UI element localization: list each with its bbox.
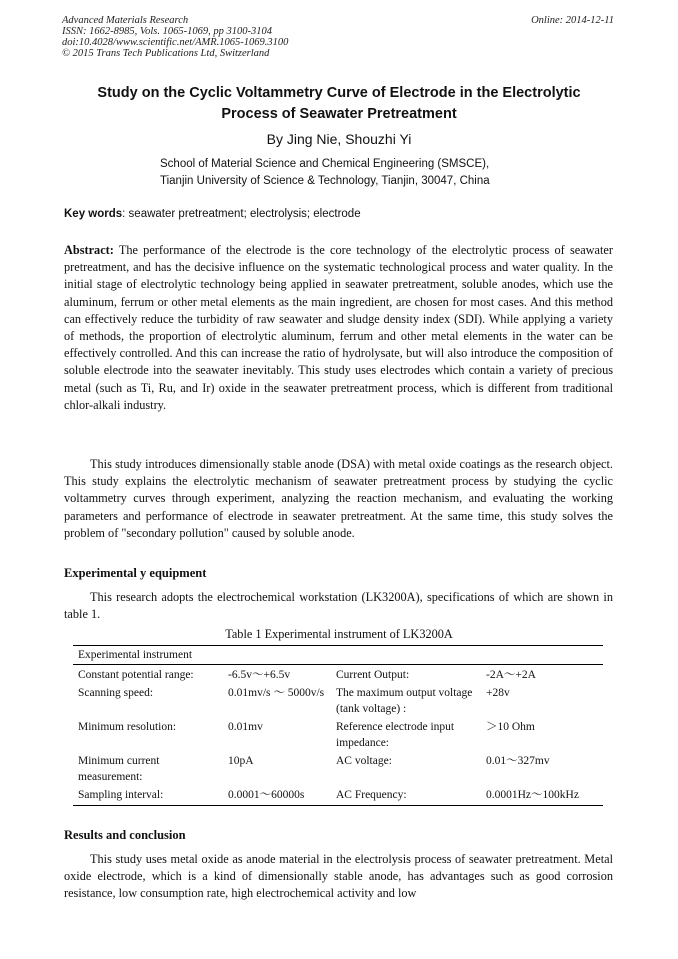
authors: By Jing Nie, Shouzhi Yi: [266, 131, 412, 147]
intro-paragraph: This study introduces dimensionally stable anode (DSA) with metal oxide coatings as the research object. This study explains the electrolytic mechanism of seawater pretreatment process by studying the cyclic voltammetry curves through experiment, analyzing the reaction mechanism, and evaluating the working parameters and performance of electrode in seawater pretreatment. At the same time, this study solves the problem of "secondary pollution" caused by soluble anode.: [64, 457, 613, 540]
title-line-1: Study on the Cyclic Voltammetry Curve of Electrode in the Electrolytic: [97, 85, 581, 101]
results-heading: Results and conclusion: [64, 828, 186, 842]
abstract-label: Abstract:: [64, 243, 114, 257]
title-line-2: Process of Seawater Pretreatment: [221, 106, 457, 122]
table-cell: 0.01mv/s ～ 5000v/s: [228, 687, 325, 699]
table-cell: Scanning speed:: [78, 687, 154, 699]
table-cell: 10pA: [228, 755, 254, 767]
table-cell: Current Output:: [336, 669, 410, 681]
table-cell: Constant potential range:: [78, 669, 194, 681]
table-cell: AC Frequency:: [331, 785, 481, 806]
table-cell: The maximum output voltage (tank voltage) :: [336, 687, 473, 715]
table-cell: 0.0001～60000s: [223, 785, 331, 806]
experimental-heading: Experimental y equipment: [64, 566, 207, 580]
table-cell: 0.01～327mv: [486, 755, 550, 767]
table-header-row: [73, 646, 603, 665]
affiliation-line-2: Tianjin University of Science & Technology, Tianjin, 30047, China: [160, 175, 490, 187]
table-row: [73, 785, 603, 806]
table-cell: -2A～+2A: [486, 669, 536, 681]
table-cell: Minimum current measurement:: [78, 755, 160, 783]
table-cell: Minimum resolution:: [78, 721, 177, 733]
journal-issn: ISSN: 1662-8985, Vols. 1065-1069, pp 3100-3104: [62, 26, 272, 37]
table-cell: -6.5v～+6.5v: [228, 669, 291, 681]
online-date: Online: 2014-12-11: [531, 15, 614, 26]
keywords-label: Key words: [64, 208, 123, 220]
abstract-text: The performance of the electrode is the core technology of the electrolytic process of seawater pretreatment, and has the decisive influence on the systematic technological process and water quality. In the initial stage of electrolytic technology being applied in seawater pretreatment, soluble anodes, which use the aluminum, ferrum or other metal elements as the main ingredient, are chosen for most cases. And this method can effectively reduce the turbidity of raw seawater and sludge density index (SDI). While applying a variety of methods, the proportion of electrolytic aluminum, ferrum and other metal elements in the water can be effectively controlled. And this can increase the ratio of hydrolysate, but will also introduce the composition of soluble electrode into the seawater inevitably. This study uses electrodes which contain a variety of precious metal (such as Ti, Ru, and Ir) oxide in the seawater pretreatment process, which is different from traditional chlor-alkali industry.: [64, 243, 613, 412]
table-row: [73, 665, 603, 684]
paper-title: [40, 83, 638, 125]
table-cell: +28v: [486, 687, 510, 699]
table-row: [73, 751, 603, 785]
table-cell: 0.01mv: [228, 721, 263, 733]
journal-copyright: © 2015 Trans Tech Publications Ltd, Switzerland: [62, 48, 270, 59]
keywords-text: : seawater pretreatment; electrolysis; electrode: [122, 208, 361, 220]
affiliation: [160, 156, 490, 190]
table-cell: ＞10 Ohm: [486, 721, 535, 733]
journal-header: [62, 15, 288, 59]
table-row: [73, 683, 603, 717]
table-cell: Reference electrode input impedance:: [336, 721, 455, 749]
table-cell: Sampling interval:: [73, 785, 223, 806]
abstract: [64, 242, 613, 414]
keywords: [64, 208, 361, 220]
table-cell: 0.0001Hz～100kHz: [481, 785, 603, 806]
journal-doi: doi:10.4028/www.scientific.net/AMR.1065-1069.3100: [62, 37, 289, 48]
affiliation-line-1: School of Material Science and Chemical Engineering (SMSCE),: [160, 158, 490, 170]
table-caption: Table 1 Experimental instrument of LK3200A: [225, 627, 453, 641]
experimental-paragraph: This research adopts the electrochemical workstation (LK3200A), specifications of which are shown in table 1.: [64, 590, 613, 622]
spec-table: [73, 645, 603, 806]
table-cell: AC voltage:: [336, 755, 392, 767]
results-paragraph: This study uses metal oxide as anode material in the electrolysis process of seawater pretreatment. Metal oxide electrode, which is a kind of dimensionally stable anode, has advantages such as good corrosion resistance, low consumption rate, high electrochemical activity and low: [64, 852, 613, 901]
journal-name: Advanced Materials Research: [62, 15, 189, 26]
table-row: [73, 717, 603, 751]
table-header-cell: Experimental instrument: [73, 646, 603, 665]
